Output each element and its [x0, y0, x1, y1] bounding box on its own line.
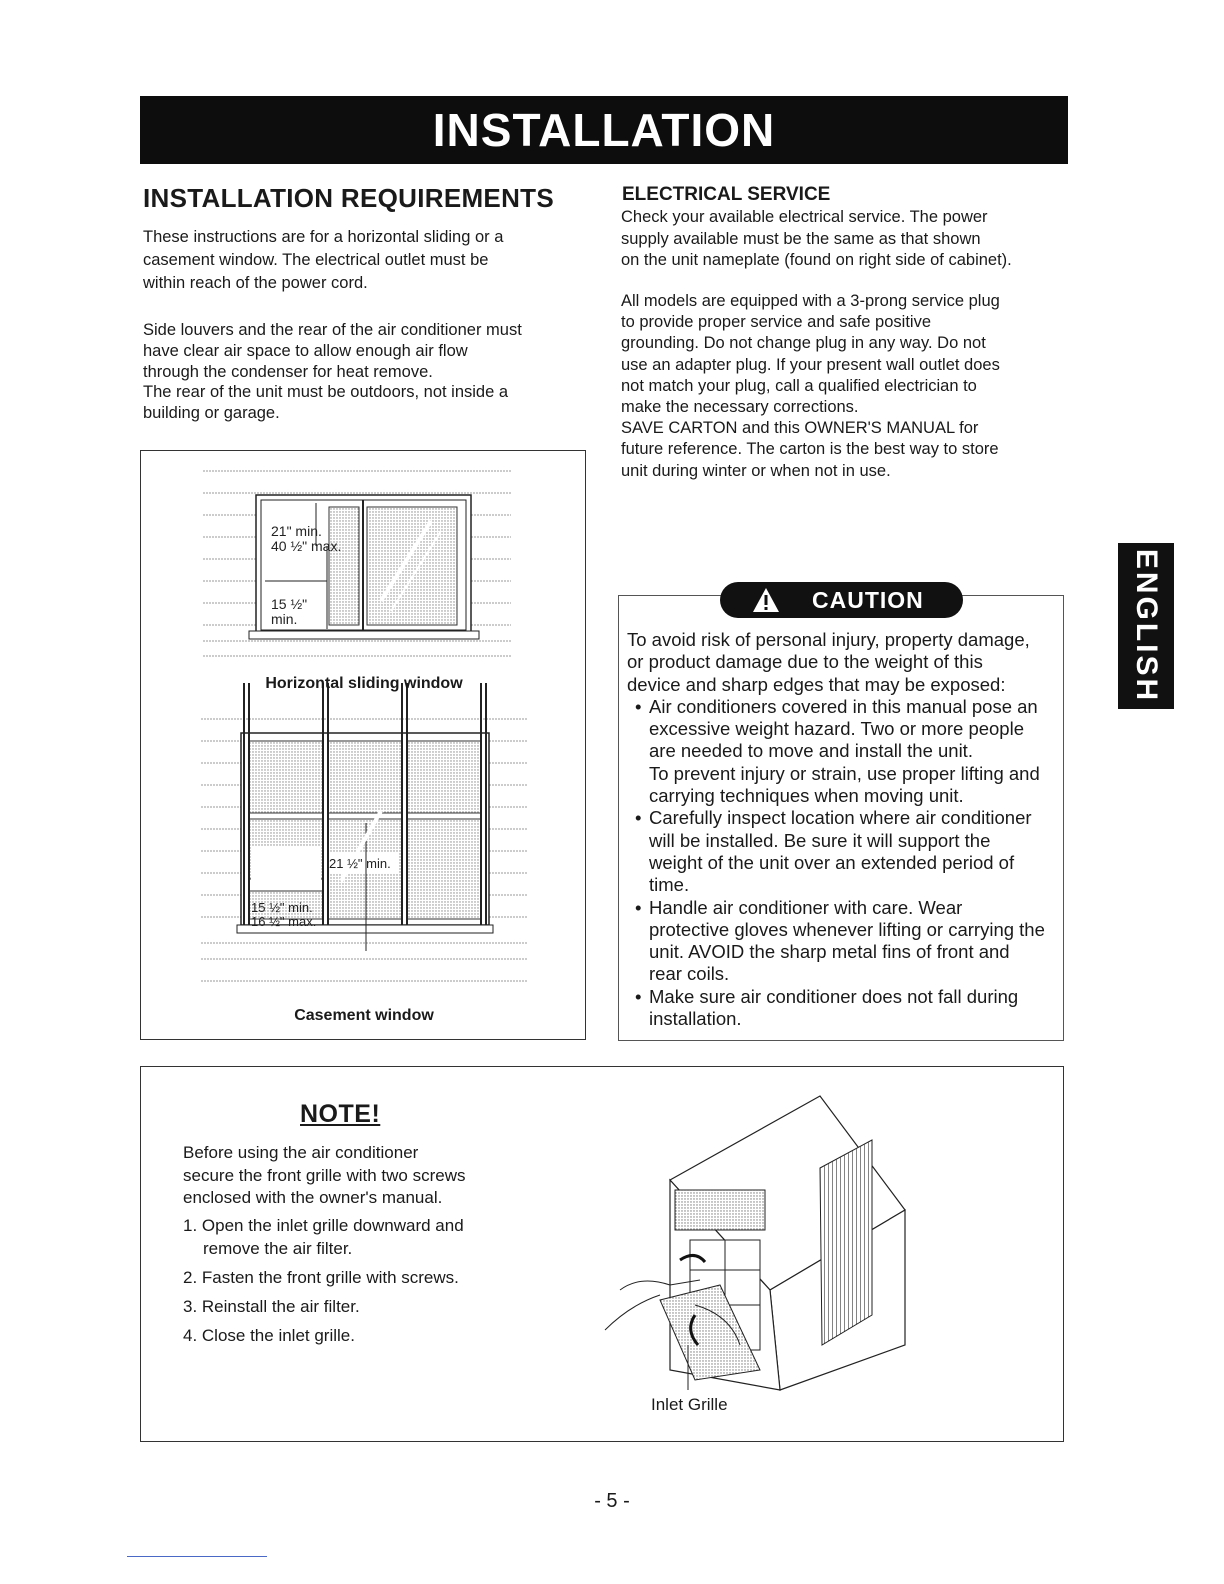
dim-text: 15 ½" min. — [251, 900, 313, 915]
caution-bullet — [627, 696, 1059, 807]
text-line: remove the air filter. — [203, 1238, 353, 1258]
text-line: through the condenser for heat remove. — [143, 362, 433, 381]
requirements-para-2 — [143, 320, 588, 424]
footer-rule — [127, 1556, 267, 1557]
requirements-heading: INSTALLATION REQUIREMENTS — [143, 183, 554, 213]
text-line: time. — [649, 874, 690, 896]
text-line: not match your plug, call a qualified electrician to — [621, 376, 977, 395]
electrical-para-2 — [621, 291, 1066, 482]
text-line: SAVE CARTON and this OWNER'S MANUAL for — [621, 419, 979, 438]
page-banner: INSTALLATION — [140, 96, 1068, 164]
text-line: carrying techniques when moving unit. — [649, 785, 964, 807]
horizontal-window-illustration — [141, 451, 587, 1041]
text-line: unit during winter or when not in use. — [621, 461, 891, 480]
electrical-para-1 — [621, 207, 1066, 272]
text-line: use an adapter plug. If your present wall outlet does — [621, 355, 1000, 374]
text-line: • Handle air conditioner with care. Wear — [649, 896, 963, 918]
electrical-heading: ELECTRICAL SERVICE — [622, 184, 831, 205]
dim-text: 16 ½" max. — [251, 914, 317, 929]
text-line: unit. AVOID the sharp metal fins of front and — [649, 941, 1010, 963]
page-number: - 5 - — [594, 1490, 630, 1512]
casement-dim-label: 21 ½" min. — [329, 856, 391, 871]
text-line: within reach of the power cord. — [143, 274, 368, 292]
caution-bullet — [627, 807, 1059, 896]
text-line: to provide proper service and safe positive — [621, 313, 932, 332]
text-line: have clear air space to allow enough air flow — [143, 341, 468, 360]
caution-title: CAUTION — [812, 587, 924, 613]
caution-bullet — [627, 986, 1059, 1031]
text-line: will be installed. Be sure it will support the — [649, 829, 991, 851]
text-line: weight of the unit over an extended period of — [649, 851, 1015, 873]
text-line: on the unit nameplate (found on right side of cabinet). — [621, 251, 1012, 269]
note-step-4: 4. Close the inlet grille. — [183, 1326, 355, 1345]
text-line: 1. Open the inlet grille downward and — [183, 1216, 464, 1235]
text-line: excessive weight hazard. Two or more people — [649, 718, 1024, 740]
text-line: device and sharp edges that may be exposed: — [627, 673, 1006, 695]
text-line: • Air conditioners covered in this manual pose an — [649, 695, 1038, 717]
text-line: All models are equipped with a 3-prong service plug — [621, 292, 1000, 310]
requirements-para-1 — [143, 226, 583, 295]
dim-text: 21" min. — [271, 523, 322, 539]
text-line: secure the front grille with two screws — [183, 1165, 466, 1185]
text-line: supply available must be the same as that shown — [621, 229, 981, 248]
note-title: NOTE! — [300, 1100, 381, 1128]
dim-text: min. — [271, 611, 298, 627]
text-line: • Make sure air conditioner does not fall during — [649, 985, 1019, 1007]
language-tab — [1118, 543, 1174, 709]
text-line: building or garage. — [143, 404, 280, 423]
horizontal-window-caption: Horizontal sliding window — [265, 675, 463, 692]
text-line: grounding. Do not change plug in any way. Do not — [621, 334, 986, 353]
text-line: enclosed with the owner's manual. — [183, 1188, 443, 1207]
text-line: installation. — [649, 1008, 742, 1030]
caution-bullet — [627, 897, 1059, 986]
air-conditioner-illustration — [600, 1090, 920, 1400]
note-step-1 — [183, 1215, 523, 1260]
text-line: future reference. The carton is the best way to store — [621, 440, 999, 459]
language-tab-label: ENGLISH — [1130, 548, 1163, 704]
note-step-2: 2. Fasten the front grille with screws. — [183, 1268, 459, 1287]
dim-text: 15 ½" — [271, 596, 308, 612]
text-line: Check your available electrical service. The power — [621, 208, 988, 226]
text-line: To prevent injury or strain, use proper lifting and — [649, 762, 1040, 784]
warning-icon — [752, 587, 780, 613]
text-line: To avoid risk of personal injury, property damage, — [627, 629, 1030, 650]
horizontal-dim-label — [271, 524, 341, 554]
caution-pill — [720, 582, 963, 618]
note-intro — [183, 1142, 523, 1210]
inlet-grille-label: Inlet Grille — [651, 1395, 728, 1414]
window-figures-box — [140, 450, 586, 1040]
horizontal-dim-label-2 — [271, 597, 307, 627]
text-line: • Carefully inspect location where air conditioner — [649, 807, 1032, 829]
caution-text — [627, 629, 1059, 1030]
text-line: Before using the air conditioner — [183, 1143, 419, 1162]
text-line: casement window. The electrical outlet must be — [143, 251, 489, 269]
dim-text: 40 ½" max. — [271, 538, 342, 554]
text-line: are needed to move and install the unit. — [649, 740, 973, 762]
text-line: or product damage due to the weight of this — [627, 651, 983, 673]
text-line: These instructions are for a horizontal sliding or a — [143, 228, 504, 246]
note-step-3: 3. Reinstall the air filter. — [183, 1297, 360, 1316]
text-line: The rear of the unit must be outdoors, not inside a — [143, 383, 509, 402]
text-line: Side louvers and the rear of the air conditioner must — [143, 321, 522, 339]
text-line: rear coils. — [649, 963, 730, 985]
text-line: protective gloves whenever lifting or carrying the — [649, 918, 1045, 940]
casement-dim-label-2 — [251, 901, 316, 929]
text-line: make the necessary corrections. — [621, 398, 859, 417]
casement-window-caption: Casement window — [294, 1007, 434, 1024]
